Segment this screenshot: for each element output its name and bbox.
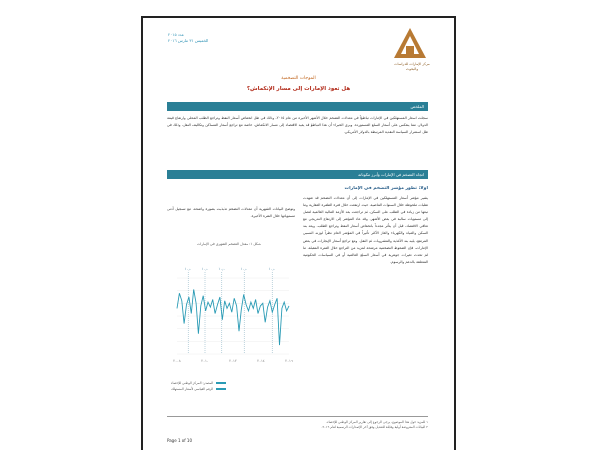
chart-legend: [171, 380, 281, 392]
document-subtitle: الموجات التضخمية: [281, 76, 316, 81]
x-tick-label: ٢٠١٦: [285, 359, 293, 363]
issue-number: عدد ٢٠١٥: [168, 32, 185, 37]
inflation-chart: [163, 242, 295, 382]
chart-title: شكل ١: معدل التضخم الشهري في الإمارات: [197, 242, 261, 246]
x-tick-label: ٢٠١٤: [257, 359, 265, 363]
page-number: Page 1 of 10: [167, 438, 192, 443]
legend-swatch: [216, 382, 226, 384]
marker-label: ١٠٫٠: [184, 267, 192, 271]
chart-intro-paragraph: وتوضح البيانات الشهرية أن معدلات التضخم تذبذبت بصورة واضحة، مع تسجيل أدنى مستوياتها خلال الفترة الأخيرة.: [167, 207, 295, 218]
marker-label: ١٠٫٠: [218, 267, 226, 271]
issue-date: الخميس ٣١ مارس ٢٠١٦: [168, 38, 209, 43]
footnote-2: ٢ البيانات المعروضة أولية وقابلة للتعديل وفق آخر الإصدارات الرسمية لعام ٢٠١٦.: [321, 425, 428, 429]
x-tick-label: ٢٠٠٨: [173, 359, 181, 363]
legend-entry-cpi: الرقم القياسي لأسعار المستهلك: [171, 386, 281, 392]
section-band: اتجاه التضخم في الإمارات وأبرز مكوناته: [167, 170, 428, 179]
footnote-1: ١ للمزيد حول هذا الموضوع، يرجى الرجوع إلى تقارير المركز الوطني للإحصاء.: [326, 420, 428, 424]
document-page: [141, 16, 456, 450]
section-heading: أولاً: تطور مؤشر التضخم في الإمارات: [344, 186, 428, 191]
legend-swatch: [216, 388, 226, 390]
header-date-block: [168, 32, 228, 44]
marker-label: ١٠٫٠: [201, 267, 209, 271]
chart-svg: [163, 248, 295, 378]
right-column: [303, 186, 428, 411]
intro-heading-band: الملخص: [167, 102, 428, 111]
footnotes: [167, 416, 428, 430]
center-logo-icon: [392, 26, 428, 64]
section-paragraph: يشير مؤشر أسعار المستهلكين في الإمارات إلى أن معدلات التضخم قد شهدت تقلبات ملحوظة خلال السنوات الماضية، حيث ارتفعت خلال فترة الطفرة العقارية وما تبعها من زيادة في الطلب على السكن، ثم تراجعت بعد الأزمة المالية العالمية لتصل إلى مستويات سالبة في بعض الأشهر. وقد عاد المؤشر إلى الارتفاع التدريجي مع تعافي الاقتصاد، قبل أن يتأثر مجدداً بانخفاض أسعار النفط وتراجع الطلب. ويعد بند السكن والمياه والكهرباء والغاز الأكثر تأثيراً في المؤشر العام نظراً لوزنه النسبي المرتفع، يليه بند الأغذية والمشروبات ثم النقل. ومع تراجع أسعار الإيجارات في بعض الإمارات، فإن الضغوط التضخمية مرشحة لمزيد من التراجع خلال الفترة المقبلة، ما لم تحدث تغيرات جوهرية في أسعار السلع العالمية أو في السياسات الحكومية المتعلقة بالدعم والرسوم.: [303, 196, 428, 264]
document-title: هل تعود الإمارات إلى مسار الإنكماش؟: [246, 86, 351, 92]
intro-paragraph: سجلت اسعار المستهلكين في الإمارات تباطؤاً في معدلات التضخم خلال الأشهر الأخيرة من عام ٢٠١٥، وذلك في ظل انخفاض أسعار النفط وتراجع الطلب المحلي وارتفاع قيمة الدولار، مما ينعكس على أسعار السلع المستوردة. ويرى الخبراء أن هذا التباطؤ قد يعيد الاقتصاد إلى مسار الانكماش، خاصة مع تراجع أسعار المساكن وتكاليف النقل، وذلك في ظل استمرار السياسة النقدية المرتبطة بالدولار الأمريكي.: [167, 116, 428, 134]
x-tick-label: ٢٠١٢: [229, 359, 237, 363]
marker-label: ١٠٫٠: [240, 267, 248, 271]
logo-caption: مركز الإمارات للدراسات والبحوث: [394, 62, 430, 71]
legend-entry-source: المصدر: المركز الوطني للإحصاء: [171, 380, 281, 386]
x-tick-label: ٢٠١٠: [201, 359, 209, 363]
marker-label: ١٠٫٠: [268, 267, 276, 271]
